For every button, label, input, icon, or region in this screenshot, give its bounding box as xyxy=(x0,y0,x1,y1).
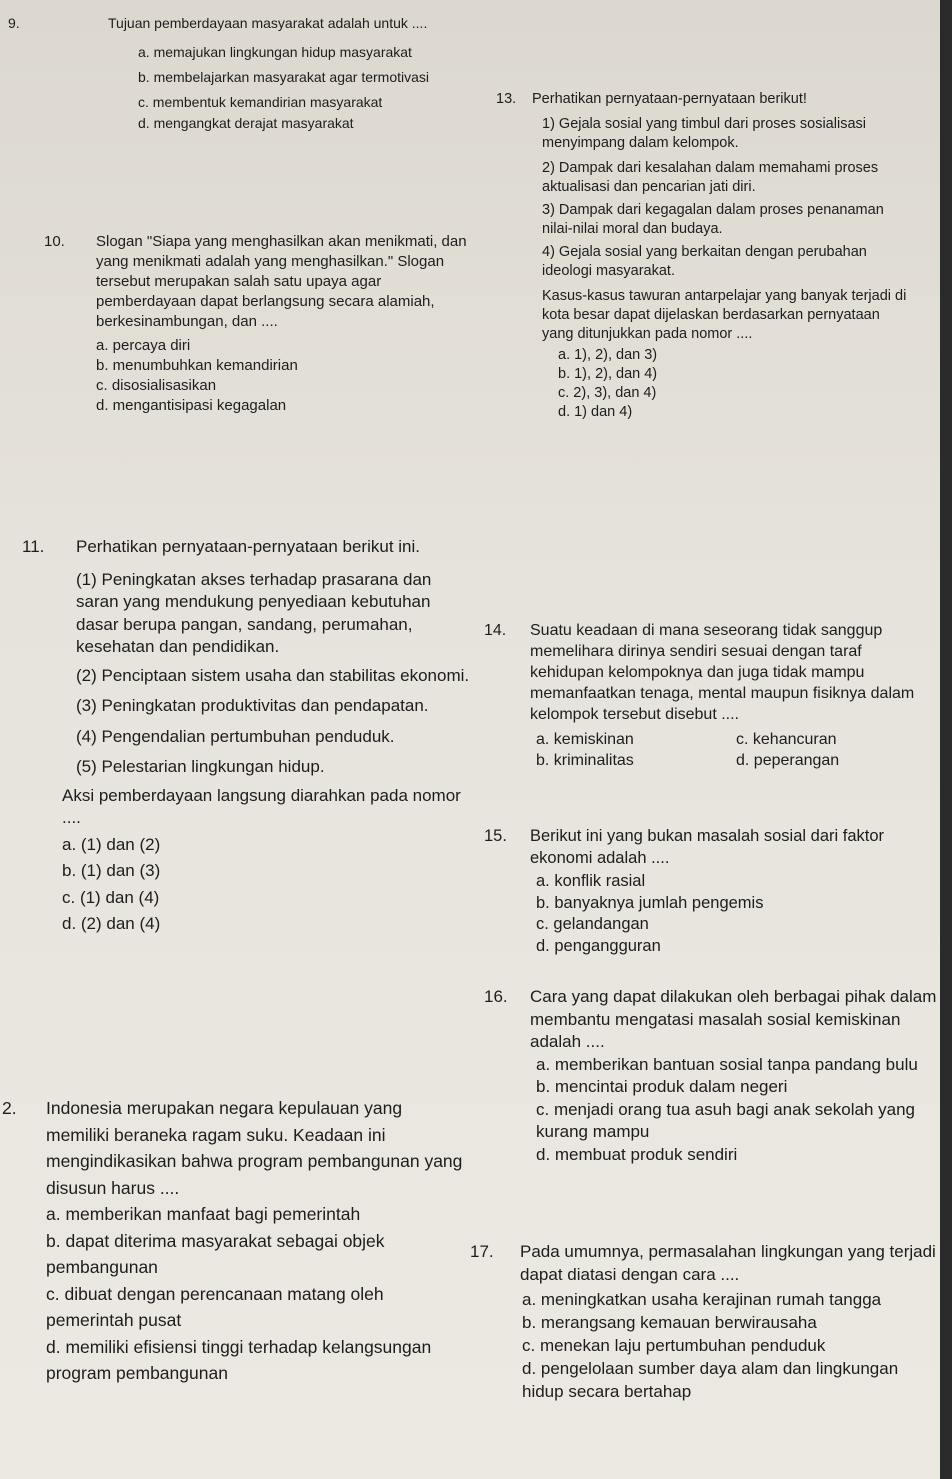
option-a[interactable]: a. percaya diri xyxy=(96,337,191,354)
option-b[interactable]: b. menumbuhkan kemandirian xyxy=(96,357,298,374)
option-b[interactable]: b. 1), 2), dan 4) xyxy=(558,366,658,382)
option-b[interactable]: b. kriminalitas xyxy=(536,752,634,769)
question-number: 16. xyxy=(484,987,508,1006)
question-16 xyxy=(484,986,940,1166)
question-14 xyxy=(484,620,940,771)
option-c[interactable]: c. kehancuran xyxy=(736,731,837,748)
question-number: 13. xyxy=(496,91,517,107)
option-b[interactable]: b. merangsang kemauan berwirausaha xyxy=(522,1313,817,1332)
option-c[interactable]: c. dibuat dengan perencanaan matang oleh pemerintah pusat xyxy=(46,1283,384,1330)
option-d[interactable]: d. memiliki efisiensi tinggi terhadap kelangsungan program pembangunan xyxy=(46,1336,432,1383)
question-number: 14. xyxy=(484,622,507,639)
option-d[interactable]: d. mengangkat derajat masyarakat xyxy=(138,115,354,131)
option-b[interactable]: b. (1) dan (3) xyxy=(62,861,161,880)
option-a[interactable]: a. memberikan manfaat bagi pemerintah xyxy=(46,1204,361,1224)
question-11 xyxy=(22,536,470,936)
option-c[interactable]: c. menjadi orang tua asuh bagi anak sekolah yang kurang mampu xyxy=(536,1099,915,1141)
option-a[interactable]: a. konflik rasial xyxy=(536,872,646,890)
statement-1: (1) Peningkatan akses terhadap prasarana dan saran yang mendukung penyediaan kebutuhan dasar berupa pangan, sandang, perumahan, kesehatan dan pendidikan. xyxy=(76,569,432,656)
option-c[interactable]: c. gelandangan xyxy=(536,915,649,933)
option-d[interactable]: d. pengangguran xyxy=(536,936,661,955)
option-a[interactable]: a. memajukan lingkungan hidup masyarakat xyxy=(138,44,412,60)
question-stem: Tujuan pemberdayaan masyarakat adalah untuk .... xyxy=(108,15,428,31)
statement-1: 1) Gejala sosial yang timbul dari proses sosialisasi menyimpang dalam kelompok. xyxy=(542,116,866,151)
question-stem: Suatu keadaan di mana seseorang tidak sanggup memelihara dirinya sendiri sesuai dengan taraf kehidupan kelompoknya dan juga tidak mampu memanfaatkan tenaga, mental maupun fisiknya dalam kelompok tersebut disebut .... xyxy=(530,622,915,723)
option-c[interactable]: c. membentuk kemandirian masyarakat xyxy=(138,94,383,110)
question-number: 15. xyxy=(484,827,507,845)
question-stem: Slogan "Siapa yang menghasilkan akan menikmati, dan yang menikmati adalah yang menghasilkan." Slogan tersebut merupakan salah satu upaya agar pemberdayaan dapat berlangsung secara alamiah, berkesinambungan, dan .... xyxy=(96,233,467,330)
option-d[interactable]: d. 1) dan 4) xyxy=(558,404,633,420)
question-stem: Perhatikan pernyataan-pernyataan berikut! xyxy=(532,91,807,107)
option-b[interactable]: b. membelajarkan masyarakat agar termotivasi xyxy=(138,69,430,85)
option-d[interactable]: d. pengelolaan sumber daya alam dan lingkungan hidup secara bertahap xyxy=(522,1359,899,1401)
question-9 xyxy=(8,14,478,133)
option-a[interactable]: a. kemiskinan xyxy=(536,731,634,748)
option-c[interactable]: c. disosialisasikan xyxy=(96,377,217,394)
question-stem: Pada umumnya, permasalahan lingkungan yang terjadi dapat diatasi dengan cara .... xyxy=(520,1242,936,1284)
question-stem: Perhatikan pernyataan-pernyataan berikut ini. xyxy=(76,537,420,556)
option-row-2 xyxy=(536,750,940,771)
option-d[interactable]: d. (2) dan (4) xyxy=(62,914,161,933)
question-10 xyxy=(44,232,474,416)
question-closing: Kasus-kasus tawuran antarpelajar yang banyak terjadi di kota besar dapat dijelaskan berdasarkan pernyataan yang ditunjukkan pada nomor .... xyxy=(542,288,907,342)
statement-4: (4) Pengendalian pertumbuhan penduduk. xyxy=(76,726,395,746)
question-number: 9. xyxy=(8,15,20,31)
statement-2: 2) Dampak dari kesalahan dalam memahami proses aktualisasi dan pencarian jati diri. xyxy=(542,160,879,195)
question-17 xyxy=(470,1240,940,1403)
option-b[interactable]: b. dapat diterima masyarakat sebagai objek pembangunan xyxy=(46,1230,385,1277)
question-number: 10. xyxy=(44,233,65,250)
option-c[interactable]: c. menekan laju pertumbuhan penduduk xyxy=(522,1336,826,1355)
option-b[interactable]: b. mencintai produk dalam negeri xyxy=(536,1077,788,1096)
question-stem: Berikut ini yang bukan masalah sosial dari faktor ekonomi adalah .... xyxy=(530,827,885,867)
question-number: 2. xyxy=(2,1098,17,1118)
option-a[interactable]: a. memberikan bantuan sosial tanpa pandang bulu xyxy=(536,1054,918,1074)
question-stem: Indonesia merupakan negara kepulauan yang memiliki beraneka ragam suku. Keadaan ini mengindikasikan bahwa program pembangunan yang disusun harus .... xyxy=(46,1098,463,1198)
option-c[interactable]: c. (1) dan (4) xyxy=(62,887,160,907)
statement-5: (5) Pelestarian lingkungan hidup. xyxy=(76,757,325,776)
statement-4: 4) Gejala sosial yang berkaitan dengan perubahan ideologi masyarakat. xyxy=(542,244,867,279)
question-13 xyxy=(496,90,908,422)
option-d[interactable]: d. peperangan xyxy=(736,752,840,769)
statement-2: (2) Penciptaan sistem usaha dan stabilitas ekonomi. xyxy=(76,665,470,685)
question-closing: Aksi pemberdayaan langsung diarahkan pada nomor .... xyxy=(62,785,461,827)
option-a[interactable]: a. (1) dan (2) xyxy=(62,834,161,854)
option-a[interactable]: a. meningkatkan usaha kerajinan rumah tangga xyxy=(522,1290,882,1309)
question-2 xyxy=(2,1095,470,1387)
binding-edge xyxy=(940,0,952,1479)
question-15 xyxy=(484,826,940,957)
option-d[interactable]: d. mengantisipasi kegagalan xyxy=(96,397,287,414)
option-d[interactable]: d. membuat produk sendiri xyxy=(536,1144,738,1164)
option-c[interactable]: c. 2), 3), dan 4) xyxy=(558,385,657,401)
question-number: 11. xyxy=(22,537,45,556)
question-stem: Cara yang dapat dilakukan oleh berbagai pihak dalam membantu mengatasi masalah sosial kemiskinan adalah .... xyxy=(530,987,937,1051)
option-b[interactable]: b. banyaknya jumlah pengemis xyxy=(536,893,764,912)
question-number: 17. xyxy=(470,1242,494,1261)
statement-3: 3) Dampak dari kegagalan dalam proses penanaman nilai-nilai moral dan budaya. xyxy=(542,202,884,237)
option-row-1 xyxy=(536,729,940,750)
statement-3: (3) Peningkatan produktivitas dan pendapatan. xyxy=(76,696,429,715)
option-a[interactable]: a. 1), 2), dan 3) xyxy=(558,347,658,363)
